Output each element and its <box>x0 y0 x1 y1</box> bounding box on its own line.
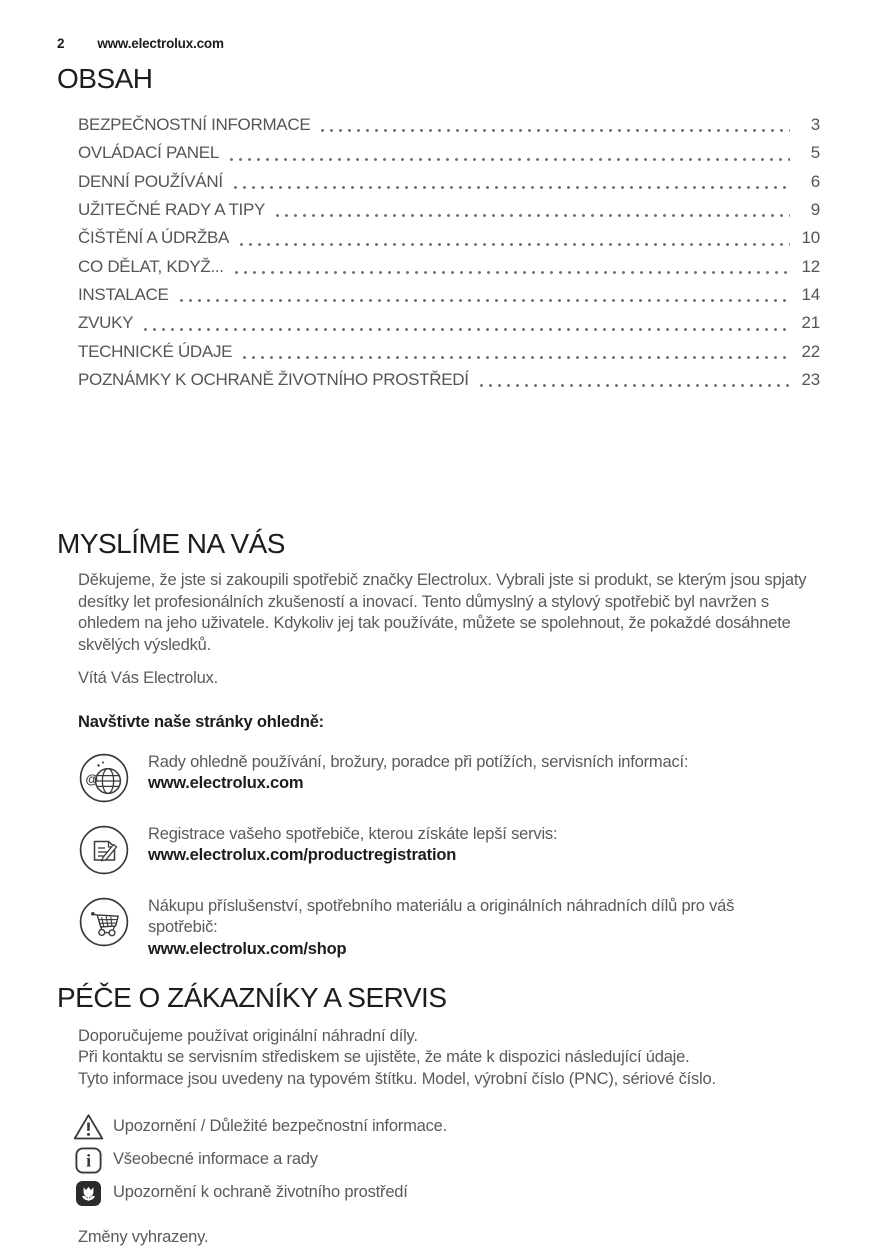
dot-leader <box>240 356 790 359</box>
toc-entry-label: POZNÁMKY K OCHRANĚ ŽIVOTNÍHO PROSTŘEDÍ <box>78 366 469 394</box>
toc-entry[interactable] <box>78 366 820 394</box>
toc-entry[interactable] <box>78 196 820 224</box>
dot-leader <box>231 186 790 189</box>
toc-entry[interactable] <box>78 253 820 281</box>
environment-icon <box>71 1180 105 1207</box>
toc-entry[interactable] <box>78 309 820 337</box>
toc-entry-page: 6 <box>796 168 820 196</box>
legend-item-warning <box>71 1112 820 1142</box>
toc-entry-label: INSTALACE <box>78 281 169 309</box>
product-registration-icon <box>78 824 130 876</box>
customer-care-paragraph <box>78 1026 820 1091</box>
page-header <box>57 36 820 51</box>
toc-entry[interactable] <box>78 281 820 309</box>
toc-entry[interactable] <box>78 168 820 196</box>
warning-icon <box>71 1112 105 1142</box>
globe-at-icon <box>78 752 130 804</box>
dot-leader <box>177 299 790 302</box>
resource-list <box>78 752 820 961</box>
page-number: 2 <box>57 36 64 51</box>
toc-entry[interactable] <box>78 139 820 167</box>
wethink-title: MYSLÍME NA VÁS <box>57 528 820 560</box>
legend-item-environment <box>71 1178 820 1208</box>
resource-item-shop <box>78 896 820 961</box>
toc-entry-page: 12 <box>796 253 820 281</box>
visit-lead: Navštivte naše stránky ohledně: <box>78 713 820 732</box>
toc-entry-page: 14 <box>796 281 820 309</box>
dot-leader <box>318 129 790 132</box>
symbol-legend <box>71 1112 820 1208</box>
dot-leader <box>141 328 790 331</box>
toc-entry[interactable] <box>78 338 820 366</box>
info-icon <box>71 1147 105 1174</box>
dot-leader <box>237 243 790 246</box>
resource-text <box>148 824 557 876</box>
toc-entry-page: 5 <box>796 139 820 167</box>
resource-url[interactable]: www.electrolux.com <box>148 773 688 795</box>
toc-title: OBSAH <box>57 63 820 95</box>
toc-entry-page: 23 <box>796 366 820 394</box>
resource-text <box>148 896 808 961</box>
care-line: Tyto informace jsou uvedeny na typovém štítku. Model, výrobní číslo (PNC), sériové číslo. <box>78 1069 820 1091</box>
toc-entry-page: 22 <box>796 338 820 366</box>
resource-url[interactable]: www.electrolux.com/shop <box>148 939 808 961</box>
wethink-intro-paragraph: Děkujeme, že jste si zakoupili spotřebič značky Electrolux. Vybrali jste si produkt, se kterým jsou spjaty desítky let profesionálních zkušeností a inovací. Tento důmyslný a stylový spotřebič byl navržen s ohledem na jeho uživatele. Kdykoliv jej tak používáte, můžete se spolehnout, že pokaždé dosáhnete skvělých výsledků. <box>78 570 816 656</box>
toc-entry[interactable] <box>78 224 820 252</box>
header-site-url: www.electrolux.com <box>97 36 223 51</box>
shopping-cart-icon <box>78 896 130 948</box>
legend-text: Upozornění k ochraně životního prostředí <box>113 1182 408 1204</box>
dot-leader <box>273 214 790 217</box>
customer-care-title: PÉČE O ZÁKAZNÍKY A SERVIS <box>57 982 820 1014</box>
legend-item-info <box>71 1145 820 1175</box>
toc-entry[interactable] <box>78 111 820 139</box>
svg-text:i: i <box>86 1150 91 1170</box>
toc-entry-page: 10 <box>796 224 820 252</box>
toc-entry-page: 9 <box>796 196 820 224</box>
toc-entry-label: UŽITEČNÉ RADY A TIPY <box>78 196 265 224</box>
toc-entry-label: ČIŠTĚNÍ A ÚDRŽBA <box>78 224 229 252</box>
toc-entry-label: ZVUKY <box>78 309 133 337</box>
care-line: Při kontaktu se servisním střediskem se ujistěte, že máte k dispozici následující údaje. <box>78 1047 820 1069</box>
toc-entry-page: 21 <box>796 309 820 337</box>
resource-description: Rady ohledně používání, brožury, poradce při potížích, servisních informací: <box>148 752 688 774</box>
changes-reserved-note: Změny vyhrazeny. <box>78 1227 820 1249</box>
resource-item-website <box>78 752 820 804</box>
resource-text <box>148 752 688 804</box>
dot-leader <box>477 384 790 387</box>
dot-leader <box>232 271 790 274</box>
toc-entry-label: BEZPEČNOSTNÍ INFORMACE <box>78 111 310 139</box>
resource-description: Registrace vašeho spotřebiče, kterou získáte lepší servis: <box>148 824 557 846</box>
resource-item-registration <box>78 824 820 876</box>
legend-text: Upozornění / Důležité bezpečnostní informace. <box>113 1116 447 1138</box>
svg-text:@: @ <box>86 771 98 786</box>
welcome-line: Vítá Vás Electrolux. <box>78 668 820 690</box>
resource-description: Nákupu příslušenství, spotřebního materiálu a originálních náhradních dílů pro váš spotřebič: <box>148 896 808 939</box>
toc-entry-label: CO DĚLAT, KDYŽ... <box>78 253 224 281</box>
care-line: Doporučujeme používat originální náhradní díly. <box>78 1026 820 1048</box>
toc-entry-label: TECHNICKÉ ÚDAJE <box>78 338 232 366</box>
legend-text: Všeobecné informace a rady <box>113 1149 318 1171</box>
table-of-contents <box>78 111 820 394</box>
toc-entry-page: 3 <box>796 111 820 139</box>
dot-leader <box>227 158 790 161</box>
resource-url[interactable]: www.electrolux.com/productregistration <box>148 845 557 867</box>
toc-entry-label: DENNÍ POUŽÍVÁNÍ <box>78 168 223 196</box>
toc-entry-label: OVLÁDACÍ PANEL <box>78 139 219 167</box>
